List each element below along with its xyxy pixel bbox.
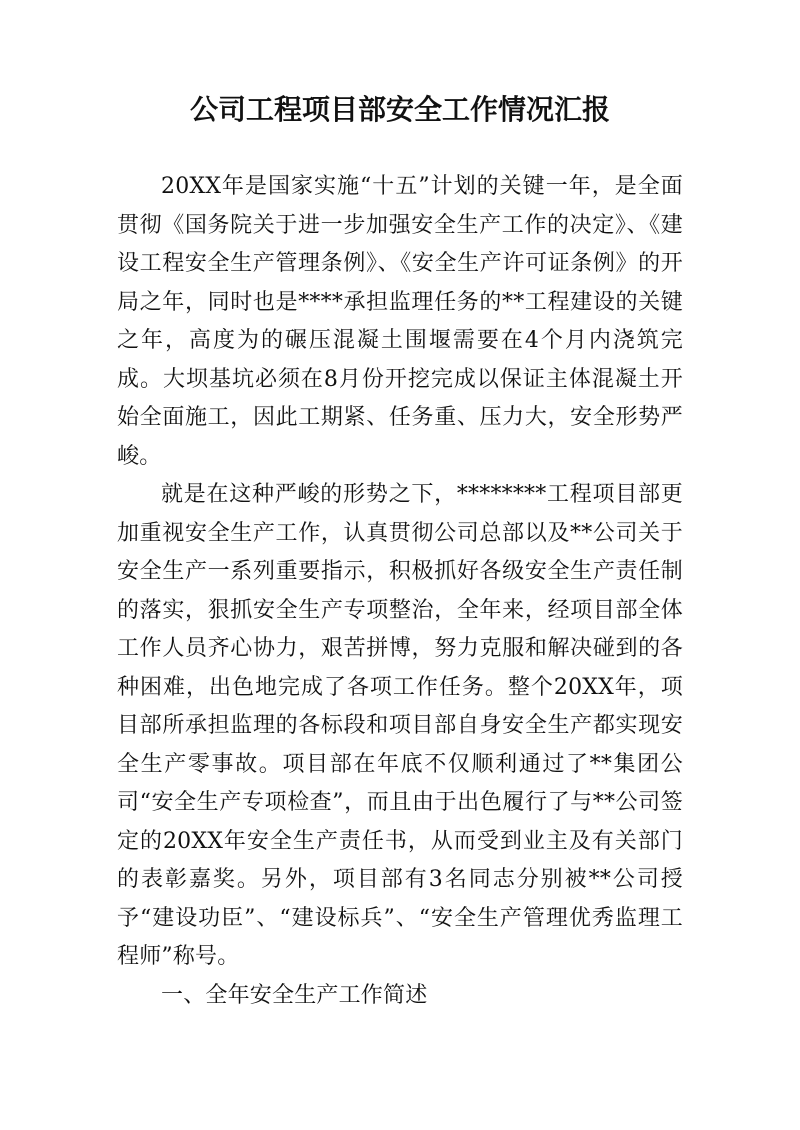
paragraph-2: 就是在这种严峻的形势之下，********工程项目部更加重视安全生产工作，认真贯彻公司总部以及**公司关于安全生产一系列重要指示，积极抓好各级安全生产责任制的落实，狠抓安全生产专项整治，全年来，经项目部全体工作人员齐心协力，艰苦拼博，努力克服和解决碰到的各种困难，出色地完成了各项工作任务。整个20XX年，项目部所承担监理的各标段和项目部自身安全生产都实现安全生产零事故。项目部在年底不仅顺利通过了**集团公司“安全生产专项检查”，而且由于出色履行了与**公司签定的20XX年安全生产责任书，从而受到业主及有关部门的表彰嘉奖。另外，项目部有3名同志分别被**公司授予“建设功臣”、“建设标兵”、“安全生产管理优秀监理工程师”称号。 [117, 482, 683, 969]
document-title: 公司工程项目部安全工作情况汇报 [189, 93, 610, 126]
section-heading: 一、全年安全生产工作简述 [161, 982, 428, 1008]
paragraph-1: 20XX年是国家实施“十五”计划的关键一年，是全面贯彻《国务院关于进一步加强安全生产工作的决定》、《建设工程安全生产管理条例》、《安全生产许可证条例》的开局之年，同时也是****承担监理任务的**工程建设的关键之年，高度为的碾压混凝土围堰需要在4个月内浇筑完成。大坝基坑必须在8月份开挖完成以保证主体混凝土开始全面施工，因此工期紧、任务重、压力大，安全形势严峻。 [117, 174, 683, 469]
